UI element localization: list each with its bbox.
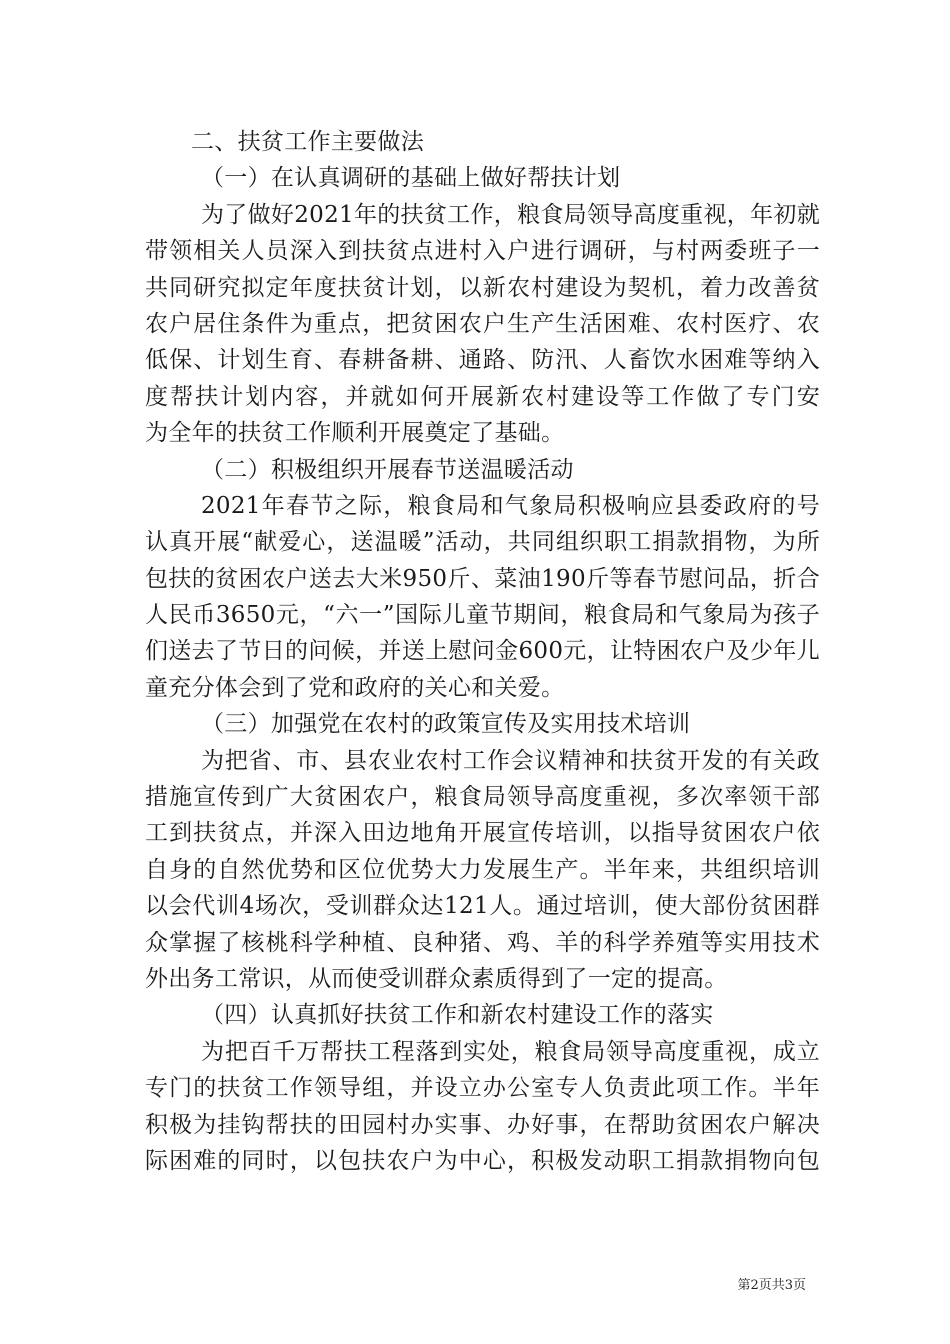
section-title: 二、扶贫工作主要做法 [191,129,424,155]
paragraph-line: 自身的自然优势和区位优势大力发展生产。半年来，共组织培训 [145,856,820,883]
paragraph-line: 农户居住条件为重点，把贫困农户生产生活困难、农村医疗、农 [145,310,820,337]
paragraph-line: 众掌握了核桃科学种植、良种猪、鸡、羊的科学养殖等实用技术 [145,929,820,956]
paragraph-line: 共同研究拟定年度扶贫计划，以新农村建设为契机，着力改善贫 [145,274,820,301]
paragraph-line: 为把百千万帮扶工程落到实处，粮食局领导高度重视，成立 [201,1038,820,1065]
paragraph-line: 童充分体会到了党和政府的关心和关爱。 [145,674,565,701]
paragraph-line: 际困难的同时，以包扶农户为中心，积极发动职工捐款捐物向包 [145,1147,820,1174]
paragraph-line: 外出务工常识，从而使受训群众素质得到了一定的提高。 [145,965,728,992]
paragraph-line: 积极为挂钩帮扶的田园村办实事、办好事，在帮助贫困农户解决 [145,1111,820,1138]
paragraph-line: 度帮扶计划内容，并就如何开展新农村建设等工作做了专门安 [145,383,820,410]
paragraph-line: 们送去了节日的问候，并送上慰问金600元，让特困农户及少年儿 [145,638,820,665]
page-number: 第2页共3页 [737,1278,806,1293]
paragraph-line: 认真开展“献爱心，送温暖”活动，共同组织职工捐款捐物，为所 [145,529,820,556]
paragraph-line: 措施宣传到广大贫困农户，粮食局领导高度重视，多次率领干部 [145,784,820,811]
subsection-heading: （二）积极组织开展春节送温暖活动 [201,456,574,483]
paragraph-line: 低保、计划生育、春耕备耕、通路、防汛、人畜饮水困难等纳入 [145,347,820,374]
paragraph-line: 包扶的贫困农户送去大米950斤、菜油190斤等春节慰问品，折合 [145,565,820,592]
paragraph-line: 人民币3650元，“六一”国际儿童节期间，粮食局和气象局为孩子 [145,602,820,629]
subsection-heading: （一）在认真调研的基础上做好帮扶计划 [201,165,621,192]
paragraph-line: 为了做好2021年的扶贫工作，粮食局领导高度重视，年初就 [201,201,820,228]
document-body [145,124,820,1179]
paragraph-line: 为把省、市、县农业农村工作会议精神和扶贫开发的有关政 [201,747,820,774]
subsection-heading: （三）加强党在农村的政策宣传及实用技术培训 [201,711,691,738]
paragraph-line: 以会代训4场次，受训群众达121人。通过培训，使大部份贫困群 [145,893,820,920]
paragraph-line: 2021年春节之际，粮食局和气象局积极响应县委政府的号 [201,492,820,519]
paragraph-line: 工到扶贫点，并深入田边地角开展宣传培训，以指导贫困农户依 [145,820,820,847]
paragraph-line: 为全年的扶贫工作顺利开展奠定了基础。 [145,420,565,447]
subsection-heading: （四）认真抓好扶贫工作和新农村建设工作的落实 [201,1002,714,1029]
paragraph-line: 专门的扶贫工作领导组，并设立办公室专人负责此项工作。半年 [145,1075,820,1102]
paragraph-line: 带领相关人员深入到扶贫点进村入户进行调研，与村两委班子一 [145,238,820,265]
